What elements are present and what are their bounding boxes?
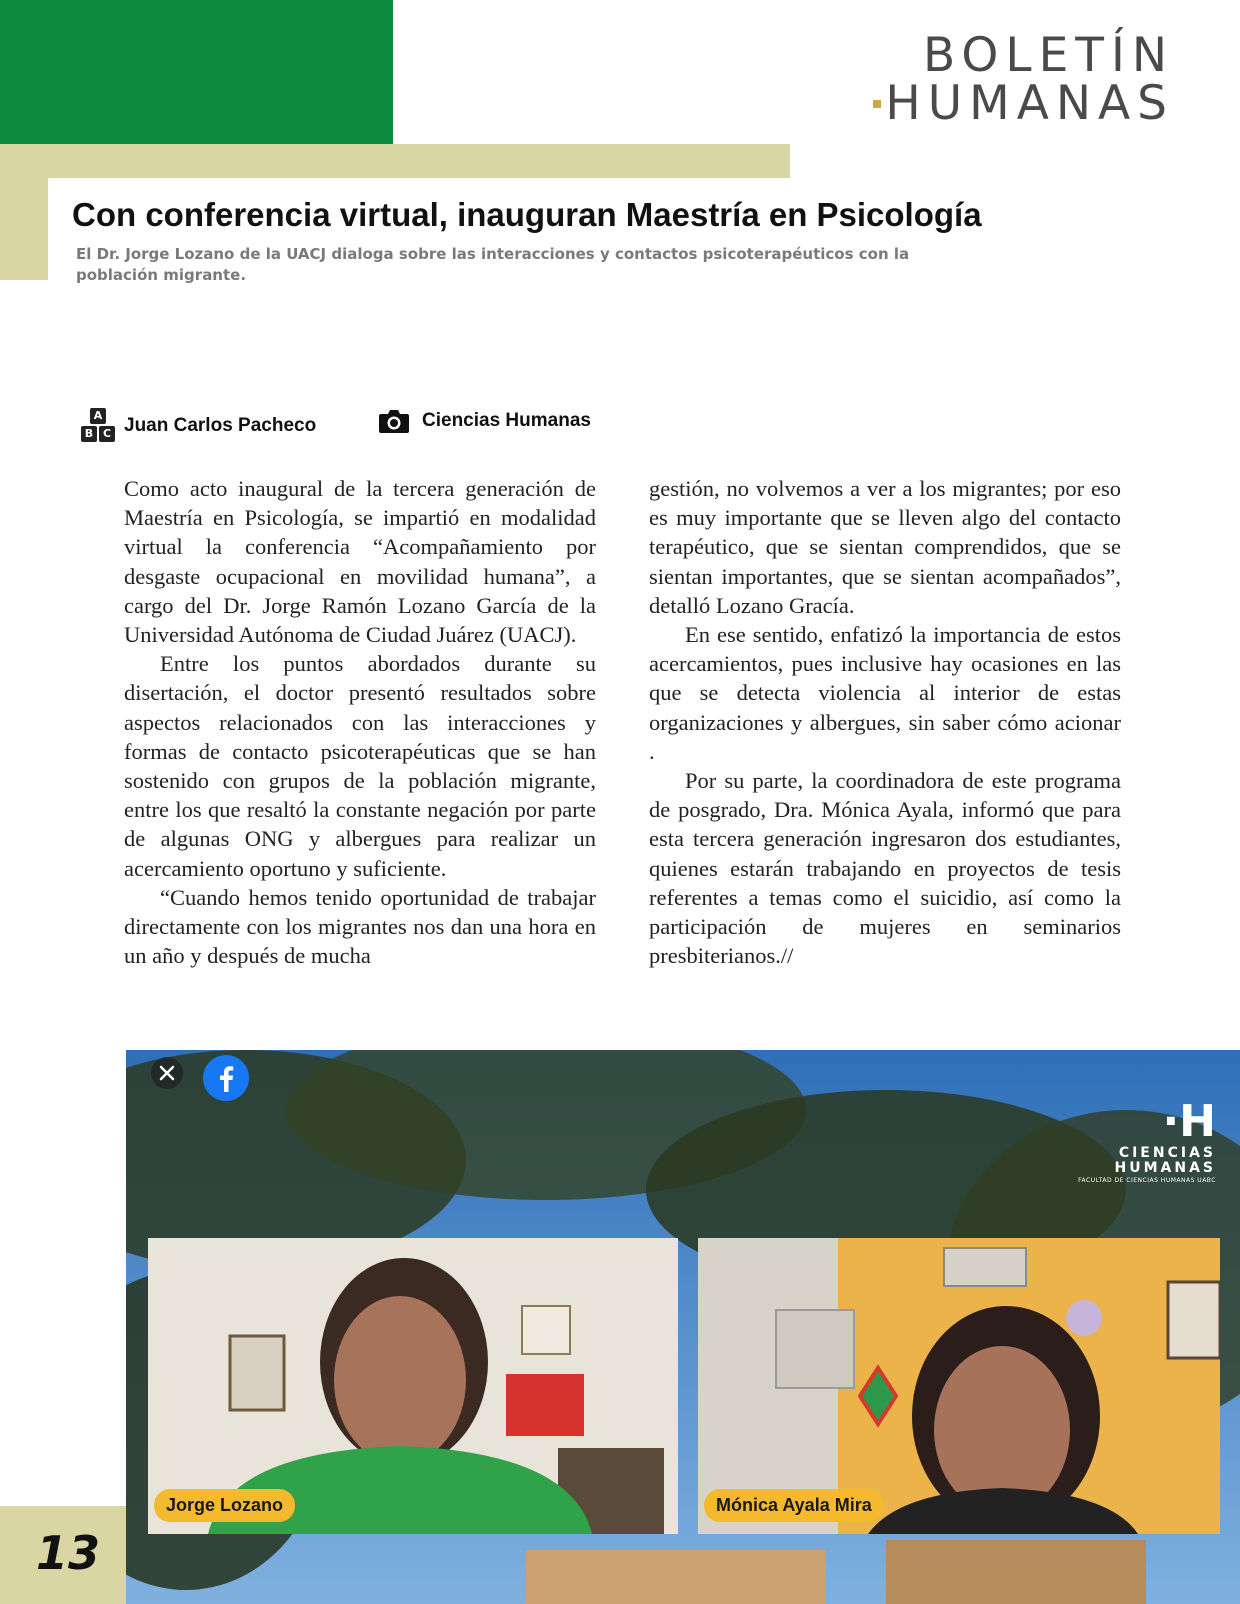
header-green-block	[0, 0, 393, 144]
ch-logo-line-1: CIENCIAS	[1118, 1145, 1216, 1161]
article-title: Con conferencia virtual, inauguran Maestría en Psicología	[72, 196, 982, 233]
ciencias-humanas-logo	[1078, 1098, 1216, 1185]
article-subtitle: El Dr. Jorge Lozano de la UACJ dialoga sobre las interacciones y contactos psicoterapéuticos con la población migrante.	[76, 245, 910, 284]
h-mark-icon: ·H	[1162, 1096, 1216, 1147]
title-side-accent	[0, 178, 48, 280]
logo-line-1: BOLETÍN	[922, 28, 1174, 83]
facebook-icon[interactable]	[202, 1054, 250, 1102]
boletin-humanas-logo	[873, 28, 1174, 131]
paragraph: Entre los puntos abordados durante su disertación, el doctor presentó resultados sobre aspectos relacionados con las interacciones y formas de contacto psicoterapéuticas que se han sostenido con grupos de la población migrante, entre los que resaltó la constante negación por parte de algunas ONG y albergues para realizar un acercamiento oportuno y suficiente.	[124, 651, 596, 881]
logo-dot-icon	[873, 100, 881, 108]
article-column-left	[124, 474, 596, 970]
author-name: Juan Carlos Pacheco	[124, 415, 317, 436]
ch-logo-line-3: FACULTAD DE CIENCIAS HUMANAS UABC	[1078, 1177, 1216, 1184]
author-byline	[80, 408, 316, 444]
close-icon[interactable]	[150, 1056, 184, 1090]
photo-credit-byline	[378, 408, 591, 434]
paragraph: gestión, no volvemos a ver a los migrantes; por eso es muy importante que se lleven algo del contacto terapéutico, que se sientan comprendidos, que se sientan importantes, que se sientan acompañados”, detalló Lozano Gracía.	[649, 476, 1121, 618]
paragraph: “Cuando hemos tenido oportunidad de trabajar directamente con los migrantes nos dan una hora en un año y después de mucha	[124, 884, 596, 969]
camera-icon	[378, 408, 410, 434]
paragraph: Por su parte, la coordinadora de este programa de posgrado, Dra. Mónica Ayala, informó que para esta tercera generación ingresaron dos estudiantes, quienes estarán trabajando en proyectos de tesis referentes a temas como el suicidio, así como la participación de mujeres en seminarios presbiterianos.//	[649, 768, 1121, 969]
video-call-photo	[126, 1050, 1240, 1604]
photo-credit-name: Ciencias Humanas	[422, 410, 591, 431]
page-number: 13	[36, 1526, 101, 1580]
header-beige-band	[0, 144, 790, 178]
logo-line-2: HUMANAS	[885, 76, 1174, 131]
paragraph: En ese sentido, enfatizó la importancia de estos acercamientos, pues inclusive hay ocasiones en las que se detecta violencia al interior de estas organizaciones y albergues, sin saber cómo acionar .	[649, 622, 1121, 764]
participant-name-tag: Mónica Ayala Mira	[704, 1489, 884, 1522]
abc-blocks-icon: A B C	[80, 408, 116, 444]
participant-tile-left	[148, 1238, 678, 1534]
participant-name-tag: Jorge Lozano	[154, 1489, 295, 1522]
logo-line-2-wrap	[873, 76, 1174, 131]
participant-tile-right	[698, 1238, 1220, 1534]
article-column-right	[649, 474, 1121, 970]
paragraph: Como acto inaugural de la tercera generación de Maestría en Psicología, se impartió en modalidad virtual la conferencia “Acompañamiento por desgaste ocupacional en movilidad humana”, a cargo del Dr. Jorge Ramón Lozano García de la Universidad Autónoma de Ciudad Juárez (UACJ).	[124, 476, 596, 648]
ch-logo-line-2: HUMANAS	[1114, 1160, 1216, 1176]
